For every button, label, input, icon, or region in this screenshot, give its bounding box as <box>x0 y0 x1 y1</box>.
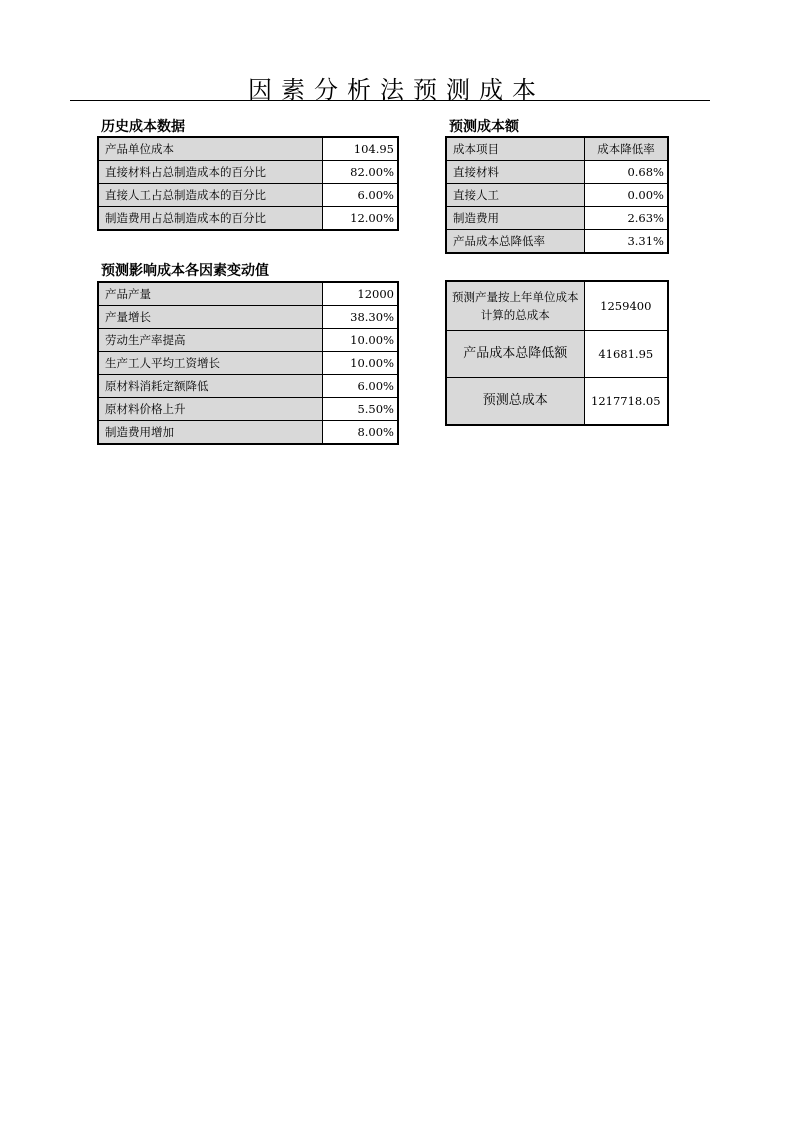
history-table <box>97 136 399 231</box>
table-row <box>446 161 668 184</box>
table-row <box>98 398 398 421</box>
forecast-value-total-rate[interactable]: 3.31% <box>585 230 668 254</box>
summary-label-forecast-total[interactable]: 预测总成本 <box>446 378 584 426</box>
title-underline <box>70 100 710 101</box>
table-row <box>98 282 398 306</box>
summary-label-total-reduction[interactable]: 产品成本总降低额 <box>446 331 584 378</box>
history-label-unit-cost[interactable]: 产品单位成本 <box>98 137 323 161</box>
forecast-label-total-rate[interactable]: 产品成本总降低率 <box>446 230 585 254</box>
factor-value-output-growth[interactable]: 38.30% <box>322 306 398 329</box>
table-row <box>446 184 668 207</box>
forecast-table <box>445 136 669 254</box>
table-header-row <box>446 137 668 161</box>
factor-value-productivity[interactable]: 10.00% <box>322 329 398 352</box>
forecast-col-rate-header[interactable]: 成本降低率 <box>585 137 668 161</box>
page-title: 因素分析法预测成本 <box>248 76 545 104</box>
table-row <box>446 378 668 426</box>
factor-value-output[interactable]: 12000 <box>322 282 398 306</box>
factor-value-material-price[interactable]: 5.50% <box>322 398 398 421</box>
factors-heading: 预测影响成本各因素变动值 <box>101 263 269 279</box>
table-row <box>98 329 398 352</box>
history-label-labor-pct[interactable]: 直接人工占总制造成本的百分比 <box>98 184 323 207</box>
table-row <box>98 421 398 445</box>
table-row <box>98 184 398 207</box>
factors-table <box>97 281 399 445</box>
factor-label-output[interactable]: 产品产量 <box>98 282 322 306</box>
summary-label-base-total[interactable]: 预测产量按上年单位成本计算的总成本 <box>446 281 584 331</box>
table-row <box>98 352 398 375</box>
factor-value-material-quota[interactable]: 6.00% <box>322 375 398 398</box>
table-row <box>446 230 668 254</box>
table-row <box>98 375 398 398</box>
table-row <box>446 207 668 230</box>
history-heading: 历史成本数据 <box>101 119 185 135</box>
factor-label-overhead-increase[interactable]: 制造费用增加 <box>98 421 322 445</box>
history-value-overhead-pct[interactable]: 12.00% <box>323 207 398 231</box>
table-row <box>98 137 398 161</box>
factor-label-material-price[interactable]: 原材料价格上升 <box>98 398 322 421</box>
table-row <box>98 207 398 231</box>
forecast-label-labor[interactable]: 直接人工 <box>446 184 585 207</box>
table-row <box>98 306 398 329</box>
forecast-label-overhead[interactable]: 制造费用 <box>446 207 585 230</box>
factor-label-wage-growth[interactable]: 生产工人平均工资增长 <box>98 352 322 375</box>
table-row <box>98 161 398 184</box>
factor-label-material-quota[interactable]: 原材料消耗定额降低 <box>98 375 322 398</box>
summary-table <box>445 280 669 426</box>
history-value-material-pct[interactable]: 82.00% <box>323 161 398 184</box>
factor-value-wage-growth[interactable]: 10.00% <box>322 352 398 375</box>
forecast-value-overhead[interactable]: 2.63% <box>585 207 668 230</box>
summary-value-total-reduction[interactable]: 41681.95 <box>584 331 668 378</box>
forecast-col-item-header[interactable]: 成本项目 <box>446 137 585 161</box>
table-row <box>446 281 668 331</box>
history-label-material-pct[interactable]: 直接材料占总制造成本的百分比 <box>98 161 323 184</box>
factor-label-output-growth[interactable]: 产量增长 <box>98 306 322 329</box>
history-value-unit-cost[interactable]: 104.95 <box>323 137 398 161</box>
summary-value-base-total[interactable]: 1259400 <box>584 281 668 331</box>
factor-label-productivity[interactable]: 劳动生产率提高 <box>98 329 322 352</box>
history-label-overhead-pct[interactable]: 制造费用占总制造成本的百分比 <box>98 207 323 231</box>
forecast-value-labor[interactable]: 0.00% <box>585 184 668 207</box>
forecast-value-material[interactable]: 0.68% <box>585 161 668 184</box>
forecast-label-material[interactable]: 直接材料 <box>446 161 585 184</box>
forecast-heading: 预测成本额 <box>449 119 519 135</box>
summary-value-forecast-total[interactable]: 1217718.05 <box>584 378 668 426</box>
history-value-labor-pct[interactable]: 6.00% <box>323 184 398 207</box>
factor-value-overhead-increase[interactable]: 8.00% <box>322 421 398 445</box>
table-row <box>446 331 668 378</box>
